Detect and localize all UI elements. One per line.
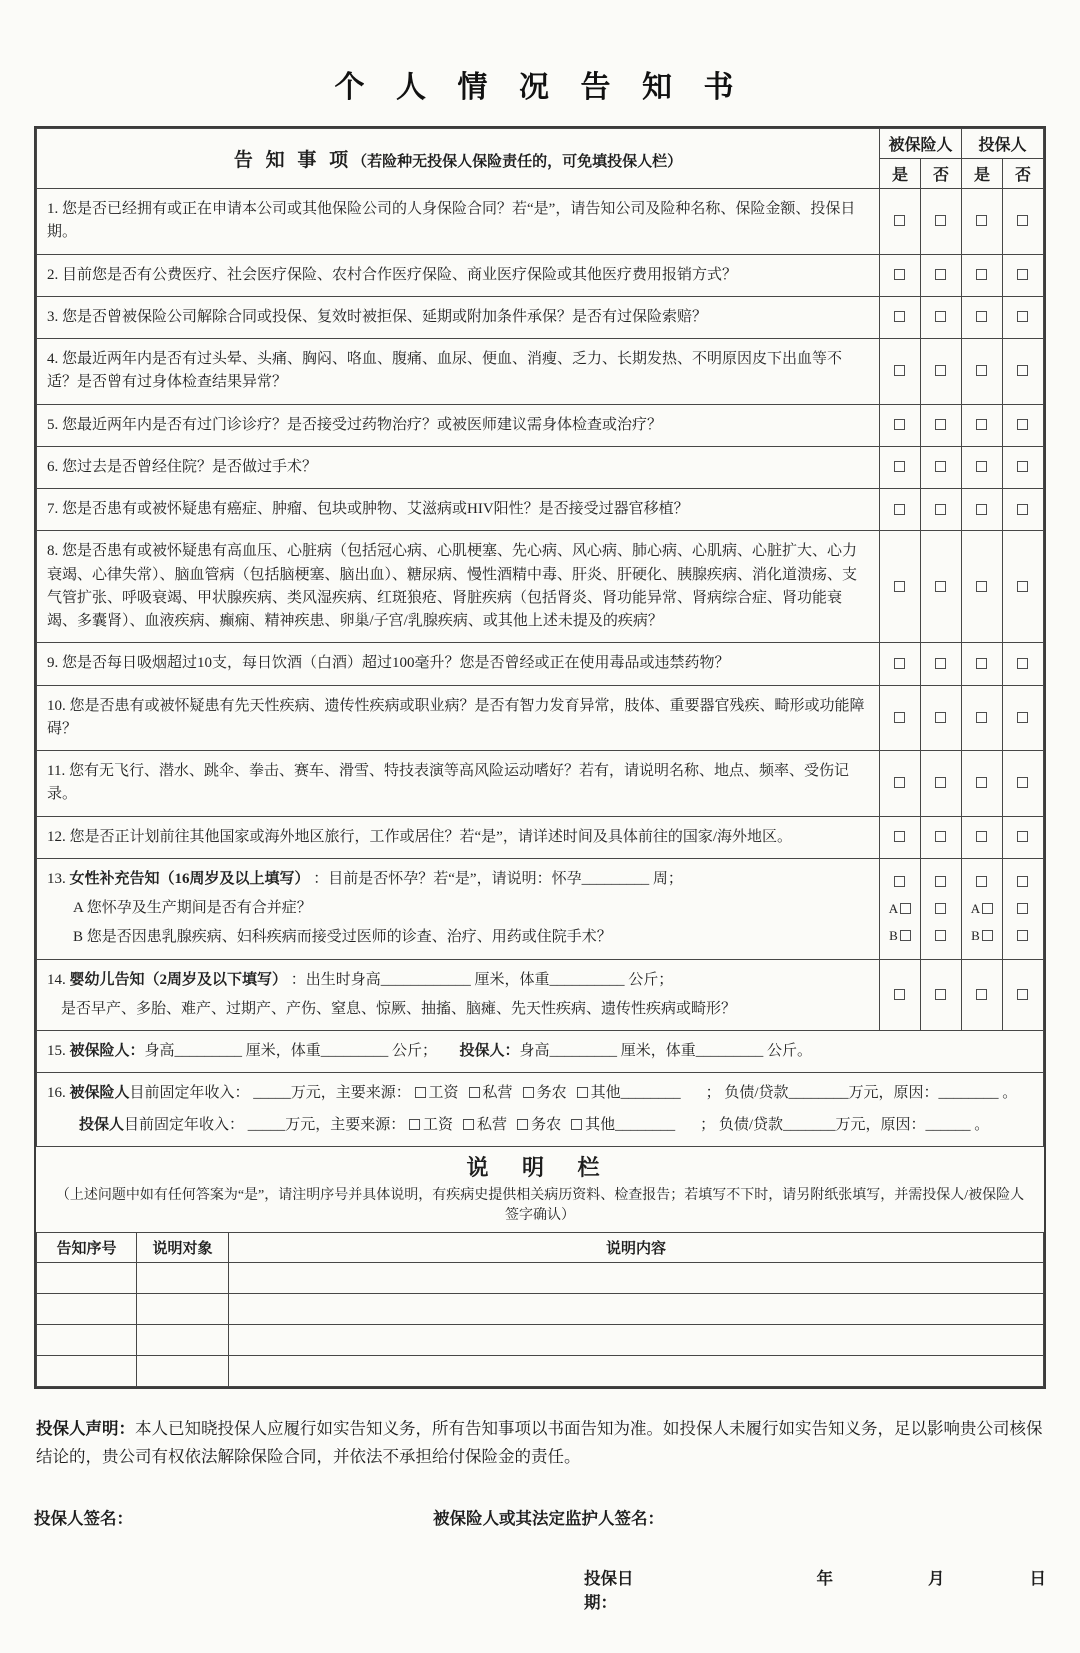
q3-insured-no-checkbox[interactable] — [935, 311, 946, 322]
explanation-subject-cell[interactable] — [137, 1355, 229, 1386]
insured-yes-cell — [879, 643, 920, 685]
applicant-yes-cell — [961, 685, 1002, 751]
q8-insured-no-checkbox[interactable] — [935, 581, 946, 592]
question-row-9 — [37, 643, 1044, 685]
question-row-14 — [37, 959, 1044, 1031]
q14-applicant-no-cell — [1002, 959, 1043, 1031]
applicant-yes-cell — [961, 531, 1002, 643]
insured-yes-cell — [879, 296, 920, 338]
q13-rest: ：目前是否怀孕？若“是”，请说明：怀孕_________ 周； — [309, 870, 683, 887]
q6-applicant-no-checkbox[interactable] — [1017, 461, 1028, 472]
q9-applicant-yes-checkbox[interactable] — [976, 658, 987, 669]
q16-l2-option-farming — [517, 1117, 561, 1133]
q13a-applicant-yes-checkbox[interactable] — [982, 903, 993, 914]
explanation-header — [36, 1147, 1044, 1232]
insured-yes-cell — [879, 751, 920, 817]
applicant-no-cell — [1002, 296, 1043, 338]
q16-l1-option-other — [577, 1085, 681, 1101]
applicant-yes-cell — [961, 816, 1002, 858]
q13b-applicant-yes-checkbox[interactable] — [982, 930, 993, 941]
applicant-no-cell — [1002, 254, 1043, 296]
applicant-no-cell — [1002, 189, 1043, 255]
q8-applicant-no-checkbox[interactable] — [1017, 581, 1028, 592]
explanation-subject-cell[interactable] — [137, 1293, 229, 1324]
applicant-no-cell — [1002, 685, 1043, 751]
question-text-4: 4. 您最近两年内是否有过头晕、头痛、胸闷、咯血、腹痛、血尿、便血、消瘦、乏力、长期发热、不明原因皮下出血等不适？是否曾有过身体检查结果异常？ — [37, 339, 880, 405]
insured-yes-cell — [879, 489, 920, 531]
q16-l2-option-other — [571, 1117, 675, 1133]
applicant-yes-cell — [961, 404, 1002, 446]
insured-no-cell — [920, 816, 961, 858]
insured-yes-cell — [879, 816, 920, 858]
special-question-rows — [37, 858, 1044, 1146]
q16-l1-other-label: 其他________ — [590, 1085, 681, 1102]
insured-column-header: 被保险人 — [879, 129, 961, 159]
q14-insured-no-checkbox[interactable] — [935, 989, 946, 1000]
insured-no-cell — [920, 685, 961, 751]
q16-line1-pre: 目前固定年收入： _____万元，主要来源： — [129, 1085, 415, 1102]
items-header-cell — [37, 129, 880, 189]
q4-applicant-yes-checkbox[interactable] — [976, 365, 987, 376]
q12-applicant-yes-checkbox[interactable] — [976, 831, 987, 842]
question-text-13 — [37, 858, 880, 959]
insured-yes-cell — [879, 254, 920, 296]
q11-insured-no-checkbox[interactable] — [935, 777, 946, 788]
explanation-empty-row-3 — [37, 1324, 1044, 1355]
q15-applicant-label: 投保人： — [459, 1043, 520, 1059]
question-row-7 — [37, 489, 1044, 531]
q16-l2-option-salary — [409, 1117, 453, 1133]
q14-line2: 是否早产、多胎、难产、过期产、产伤、窒息、惊厥、抽搐、脑瘫、先天性疾病、遗传性疾病或畸形？ — [61, 1000, 737, 1017]
q5-insured-yes-checkbox[interactable] — [894, 419, 905, 430]
q13b-marker-2: B — [971, 927, 980, 943]
q4-insured-yes-checkbox[interactable] — [894, 365, 905, 376]
q9-insured-yes-checkbox[interactable] — [894, 658, 905, 669]
q13-applicant-no-checkbox[interactable] — [1017, 876, 1028, 887]
q16-l2-other-label: 其他________ — [585, 1116, 676, 1133]
q10-applicant-yes-checkbox[interactable] — [976, 712, 987, 723]
q13b-insured-yes-checkbox[interactable] — [900, 930, 911, 941]
q13a-applicant-no-checkbox[interactable] — [1017, 903, 1028, 914]
q9-insured-no-checkbox[interactable] — [935, 658, 946, 669]
applicant-no-cell — [1002, 446, 1043, 488]
explanation-header-row — [37, 1232, 1044, 1262]
explanation-col-seq: 告知序号 — [37, 1232, 137, 1262]
year-label: 年 — [816, 1568, 833, 1588]
question-row-16 — [37, 1073, 1044, 1147]
question-row-2 — [37, 254, 1044, 296]
question-text-6: 6. 您过去是否曾经住院？是否做过手术？ — [37, 446, 880, 488]
explanation-rows — [37, 1262, 1044, 1386]
question-text-15 — [37, 1031, 1044, 1073]
q16-l1-private-label: 私营 — [482, 1085, 513, 1102]
form-border-box — [34, 126, 1046, 1389]
date-row — [34, 1565, 1046, 1613]
question-row-3 — [37, 296, 1044, 338]
q16-number: 16. — [47, 1085, 70, 1102]
applicant-no-cell — [1002, 339, 1043, 405]
q16-line1-post: ； 负债/贷款________万元，原因：________ 。 — [690, 1085, 1018, 1102]
insured-signature-label: 被保险人或其法定监护人签名： — [433, 1508, 664, 1528]
question-row-4 — [37, 339, 1044, 405]
insured-no-cell — [920, 446, 961, 488]
q1-applicant-no-checkbox[interactable] — [1017, 215, 1028, 226]
applicant-no-cell — [1002, 643, 1043, 685]
question-text-10: 10. 您是否患有或被怀疑患有先天性疾病、遗传性疾病或职业病？是否有智力发育异常，肢体、重要器官残疾、畸形或功能障碍？ — [37, 685, 880, 751]
q15-applicant-fields: 身高_________ 厘米，体重_________ 公斤。 — [519, 1043, 813, 1059]
q14-insured-yes-cell — [879, 959, 920, 1031]
insured-yes-cell — [879, 404, 920, 446]
signature-row — [34, 1505, 1046, 1529]
q11-insured-yes-checkbox[interactable] — [894, 777, 905, 788]
explanation-subject-cell[interactable] — [137, 1324, 229, 1355]
insured-no-cell — [920, 189, 961, 255]
q13-applicant-yes-cell — [961, 858, 1002, 959]
q14-applicant-yes-cell — [961, 959, 1002, 1031]
q14-applicant-yes-checkbox[interactable] — [976, 989, 987, 1000]
question-row-15 — [37, 1031, 1044, 1073]
q10-insured-no-checkbox[interactable] — [935, 712, 946, 723]
page-title: 个 人 情 况 告 知 书 — [334, 71, 746, 104]
explanation-empty-row-1 — [37, 1262, 1044, 1293]
question-row-12 — [37, 816, 1044, 858]
q9-applicant-no-checkbox[interactable] — [1017, 658, 1028, 669]
q16-l1-farming-label: 务农 — [536, 1085, 567, 1102]
insured-no-cell — [920, 489, 961, 531]
applicant-no-cell — [1002, 751, 1043, 817]
q12-insured-yes-checkbox[interactable] — [894, 831, 905, 842]
q16-line2-post: ； 负债/贷款_______万元，原因：______ 。 — [685, 1116, 990, 1133]
q13-sub-a: A 您怀孕及生产期间是否有合并症？ — [73, 900, 312, 916]
q1-insured-yes-checkbox[interactable] — [894, 215, 905, 226]
insured-no-cell — [920, 643, 961, 685]
q16-l2-salary-label: 工资 — [423, 1116, 454, 1133]
explanation-content-cell[interactable] — [229, 1355, 1044, 1386]
q13a-insured-yes-checkbox[interactable] — [900, 903, 911, 914]
q2-insured-yes-checkbox[interactable] — [894, 269, 905, 280]
question-row-8 — [37, 531, 1044, 643]
q5-applicant-yes-checkbox[interactable] — [976, 419, 987, 430]
q16-l2-farming-checkbox[interactable] — [517, 1119, 528, 1130]
q13-sub-b: B 您是否因患乳腺疾病、妇科疾病而接受过医师的诊查、治疗、用药或住院手术？ — [73, 929, 612, 946]
explanation-subject-cell[interactable] — [137, 1262, 229, 1293]
q16-l2-other-checkbox[interactable] — [571, 1119, 582, 1130]
q16-l1-salary-label: 工资 — [428, 1085, 459, 1102]
q15-number: 15. — [47, 1043, 70, 1059]
q10-insured-yes-checkbox[interactable] — [894, 712, 905, 723]
q16-l1-other-checkbox[interactable] — [577, 1087, 588, 1098]
applicant-yes-cell — [961, 339, 1002, 405]
q6-insured-no-checkbox[interactable] — [935, 461, 946, 472]
q14-number: 14. — [47, 971, 70, 988]
question-row-6 — [37, 446, 1044, 488]
applicant-yes-cell — [961, 189, 1002, 255]
explanation-seq-cell[interactable] — [37, 1293, 137, 1324]
q6-applicant-yes-checkbox[interactable] — [976, 461, 987, 472]
explanation-seq-cell[interactable] — [37, 1324, 137, 1355]
q13-applicant-yes-checkbox[interactable] — [976, 876, 987, 887]
q16-l1-private-checkbox[interactable] — [469, 1087, 480, 1098]
q2-applicant-no-checkbox[interactable] — [1017, 269, 1028, 280]
q4-applicant-no-checkbox[interactable] — [1017, 365, 1028, 376]
question-text-9: 9. 您是否每日吸烟超过10支，每日饮酒（白酒）超过100毫升？您是否曾经或正在使用毒品或违禁药物？ — [37, 643, 880, 685]
question-row-11 — [37, 751, 1044, 817]
q16-insured-label: 被保险人 — [69, 1085, 130, 1102]
insured-yes-cell — [879, 339, 920, 405]
q13-insured-yes-cell — [879, 858, 920, 959]
q2-insured-no-checkbox[interactable] — [935, 269, 946, 280]
q4-insured-no-checkbox[interactable] — [935, 365, 946, 376]
q1-insured-no-checkbox[interactable] — [935, 215, 946, 226]
question-text-3: 3. 您是否曾被保险公司解除合同或投保、复效时被拒保、延期或附加条件承保？是否有过保险索赔？ — [37, 296, 880, 338]
q11-applicant-no-checkbox[interactable] — [1017, 777, 1028, 788]
q16-l1-salary-checkbox[interactable] — [415, 1087, 426, 1098]
insured-no-cell — [920, 296, 961, 338]
q16-l1-farming-checkbox[interactable] — [523, 1087, 534, 1098]
q15-insured-fields: 身高_________ 厘米，体重_________ 公斤； — [144, 1043, 460, 1059]
policy-date-label: 投保日期： — [584, 1568, 634, 1612]
q16-l1-option-salary — [415, 1085, 459, 1101]
q7-applicant-yes-checkbox[interactable] — [976, 504, 987, 515]
q3-applicant-no-checkbox[interactable] — [1017, 311, 1028, 322]
q8-insured-yes-checkbox[interactable] — [894, 581, 905, 592]
insured-yes-cell — [879, 531, 920, 643]
q13-number: 13. — [47, 870, 70, 887]
explanation-table — [36, 1232, 1044, 1387]
q5-insured-no-checkbox[interactable] — [935, 419, 946, 430]
declaration-label: 投保人声明： — [36, 1418, 135, 1438]
insured-no-header: 否 — [920, 159, 961, 189]
q16-l1-option-farming — [523, 1085, 567, 1101]
q16-l1-option-private — [469, 1085, 513, 1101]
insured-yes-cell — [879, 685, 920, 751]
applicant-signature-label: 投保人签名： — [34, 1508, 133, 1528]
question-row-1 — [37, 189, 1044, 255]
q13a-marker: A — [888, 900, 899, 916]
explanation-content-cell[interactable] — [229, 1324, 1044, 1355]
question-text-8: 8. 您是否患有或被怀疑患有高血压、心脏病（包括冠心病、心肌梗塞、先心病、风心病、肺心病、心肌病、心脏扩大、心力衰竭、心律失常）、脑血管病（包括脑梗塞、脑出血）、糖尿病、慢性酒精中毒、肝炎、肝硬化、胰腺疾病、消化道溃疡、支气管扩张、呼吸衰竭、甲状腺疾病、类风湿疾病、红斑狼疮、肾脏疾病（包括肾炎、肾功能异常、肾病综合症、肾功能衰竭、多囊肾）、血液疾病、癫痫、精神疾患、卵巢/子宫/乳腺疾病、或其他上述未提及的疾病？ — [37, 531, 880, 643]
applicant-column-header: 投保人 — [961, 129, 1043, 159]
q13b-applicant-no-checkbox[interactable] — [1017, 930, 1028, 941]
q14-insured-no-cell — [920, 959, 961, 1031]
explanation-col-subject: 说明对象 — [137, 1232, 229, 1262]
q16-l2-private-label: 私营 — [477, 1116, 508, 1133]
insured-no-cell — [920, 531, 961, 643]
q11-applicant-yes-checkbox[interactable] — [976, 777, 987, 788]
explanation-note: （上述问题中如有任何答案为“是”，请注明序号并具体说明，有疾病史提供相关病历资料、检查报告；若填写不下时，请另附纸张填写，并需投保人/被保险人签字确认） — [55, 1187, 1025, 1223]
insured-no-cell — [920, 404, 961, 446]
q16-line2-pre: 目前固定年收入： _____万元，主要来源： — [124, 1116, 410, 1133]
question-row-13 — [37, 858, 1044, 959]
q6-insured-yes-checkbox[interactable] — [894, 461, 905, 472]
insured-no-cell — [920, 751, 961, 817]
applicant-yes-cell — [961, 254, 1002, 296]
insured-yes-cell — [879, 446, 920, 488]
insured-no-cell — [920, 339, 961, 405]
q3-insured-yes-checkbox[interactable] — [894, 311, 905, 322]
explanation-col-content: 说明内容 — [229, 1232, 1044, 1262]
insured-yes-cell — [879, 189, 920, 255]
explanation-title: 说 明 栏 — [466, 1154, 614, 1180]
q14-insured-yes-checkbox[interactable] — [894, 989, 905, 1000]
q2-applicant-yes-checkbox[interactable] — [976, 269, 987, 280]
explanation-empty-row-2 — [37, 1293, 1044, 1324]
q13-insured-no-checkbox[interactable] — [935, 876, 946, 887]
q12-insured-no-checkbox[interactable] — [935, 831, 946, 842]
explanation-content-cell[interactable] — [229, 1262, 1044, 1293]
applicant-yes-cell — [961, 296, 1002, 338]
q12-applicant-no-checkbox[interactable] — [1017, 831, 1028, 842]
q5-applicant-no-checkbox[interactable] — [1017, 419, 1028, 430]
q13a-insured-no-checkbox[interactable] — [935, 903, 946, 914]
question-text-12: 12. 您是否正计划前往其他国家或海外地区旅行，工作或居住？若“是”，请详述时间及具体前往的国家/海外地区。 — [37, 816, 880, 858]
q16-l2-private-checkbox[interactable] — [463, 1119, 474, 1130]
question-text-14 — [37, 959, 880, 1031]
q13-insured-no-cell — [920, 858, 961, 959]
applicant-declaration — [34, 1415, 1046, 1471]
items-note: （若险种无投保人保险责任的，可免填投保人栏） — [352, 154, 683, 170]
q13-insured-yes-checkbox[interactable] — [894, 876, 905, 887]
question-text-16 — [37, 1073, 1044, 1147]
q14-applicant-no-checkbox[interactable] — [1017, 989, 1028, 1000]
q13a-marker-2: A — [970, 900, 981, 916]
applicant-yes-cell — [961, 643, 1002, 685]
q16-applicant-label: 投保人 — [79, 1116, 125, 1133]
applicant-yes-cell — [961, 489, 1002, 531]
question-row-5 — [37, 404, 1044, 446]
q13-label: 女性补充告知（16周岁及以上填写） — [69, 870, 310, 887]
q3-applicant-yes-checkbox[interactable] — [976, 311, 987, 322]
applicant-yes-header: 是 — [961, 159, 1002, 189]
q13b-insured-no-checkbox[interactable] — [935, 930, 946, 941]
month-label: 月 — [928, 1568, 945, 1588]
q8-applicant-yes-checkbox[interactable] — [976, 581, 987, 592]
explanation-content-cell[interactable] — [229, 1293, 1044, 1324]
q1-applicant-yes-checkbox[interactable] — [976, 215, 987, 226]
applicant-no-cell — [1002, 816, 1043, 858]
q13-applicant-no-cell — [1002, 858, 1043, 959]
q7-insured-yes-checkbox[interactable] — [894, 504, 905, 515]
question-text-1: 1. 您是否已经拥有或正在申请本公司或其他保险公司的人身保险合同？若“是”，请告知公司及险种名称、保险金额、投保日期。 — [37, 189, 880, 255]
applicant-no-cell — [1002, 489, 1043, 531]
header-row-groups — [37, 129, 1044, 159]
disclosure-table — [36, 128, 1044, 1147]
day-label: 日 — [1029, 1568, 1046, 1588]
q16-l2-salary-checkbox[interactable] — [409, 1119, 420, 1130]
q14-rest: ：出生时身高____________ 厘米，体重__________ 公斤； — [287, 971, 674, 988]
question-text-5: 5. 您最近两年内是否有过门诊诊疗？是否接受过药物治疗？或被医师建议需身体检查或治疗？ — [37, 404, 880, 446]
question-text-2: 2. 目前您是否有公费医疗、社会医疗保险、农村合作医疗保险、商业医疗保险或其他医疗费用报销方式？ — [37, 254, 880, 296]
q7-applicant-no-checkbox[interactable] — [1017, 504, 1028, 515]
question-text-7: 7. 您是否患有或被怀疑患有癌症、肿瘤、包块或肿物、艾滋病或HIV阳性？是否接受过器官移植？ — [37, 489, 880, 531]
applicant-no-cell — [1002, 404, 1043, 446]
applicant-yes-cell — [961, 751, 1002, 817]
explanation-seq-cell[interactable] — [37, 1262, 137, 1293]
q13b-marker: B — [889, 927, 898, 943]
q15-insured-label: 被保险人： — [69, 1043, 145, 1059]
q10-applicant-no-checkbox[interactable] — [1017, 712, 1028, 723]
question-row-10 — [37, 685, 1044, 751]
applicant-no-header: 否 — [1002, 159, 1043, 189]
q16-l2-farming-label: 务农 — [531, 1116, 562, 1133]
insured-no-cell — [920, 254, 961, 296]
q7-insured-no-checkbox[interactable] — [935, 504, 946, 515]
explanation-seq-cell[interactable] — [37, 1355, 137, 1386]
explanation-empty-row-4 — [37, 1355, 1044, 1386]
insured-yes-header: 是 — [879, 159, 920, 189]
q14-label: 婴幼儿告知（2周岁及以下填写） — [69, 971, 288, 988]
applicant-yes-cell — [961, 446, 1002, 488]
items-title: 告 知 事 项 — [233, 150, 353, 171]
simple-question-rows — [37, 189, 1044, 859]
question-text-11: 11. 您有无飞行、潜水、跳伞、拳击、赛车、滑雪、特技表演等高风险运动嗜好？若有，请说明名称、地点、频率、受伤记录。 — [37, 751, 880, 817]
applicant-no-cell — [1002, 531, 1043, 643]
q16-l2-option-private — [463, 1117, 507, 1133]
declaration-text: 本人已知晓投保人应履行如实告知义务，所有告知事项以书面告知为准。如投保人未履行如实告知义务，足以影响贵公司核保结论的，贵公司有权依法解除保险合同，并依法不承担给付保险金的责任。 — [36, 1418, 1043, 1466]
